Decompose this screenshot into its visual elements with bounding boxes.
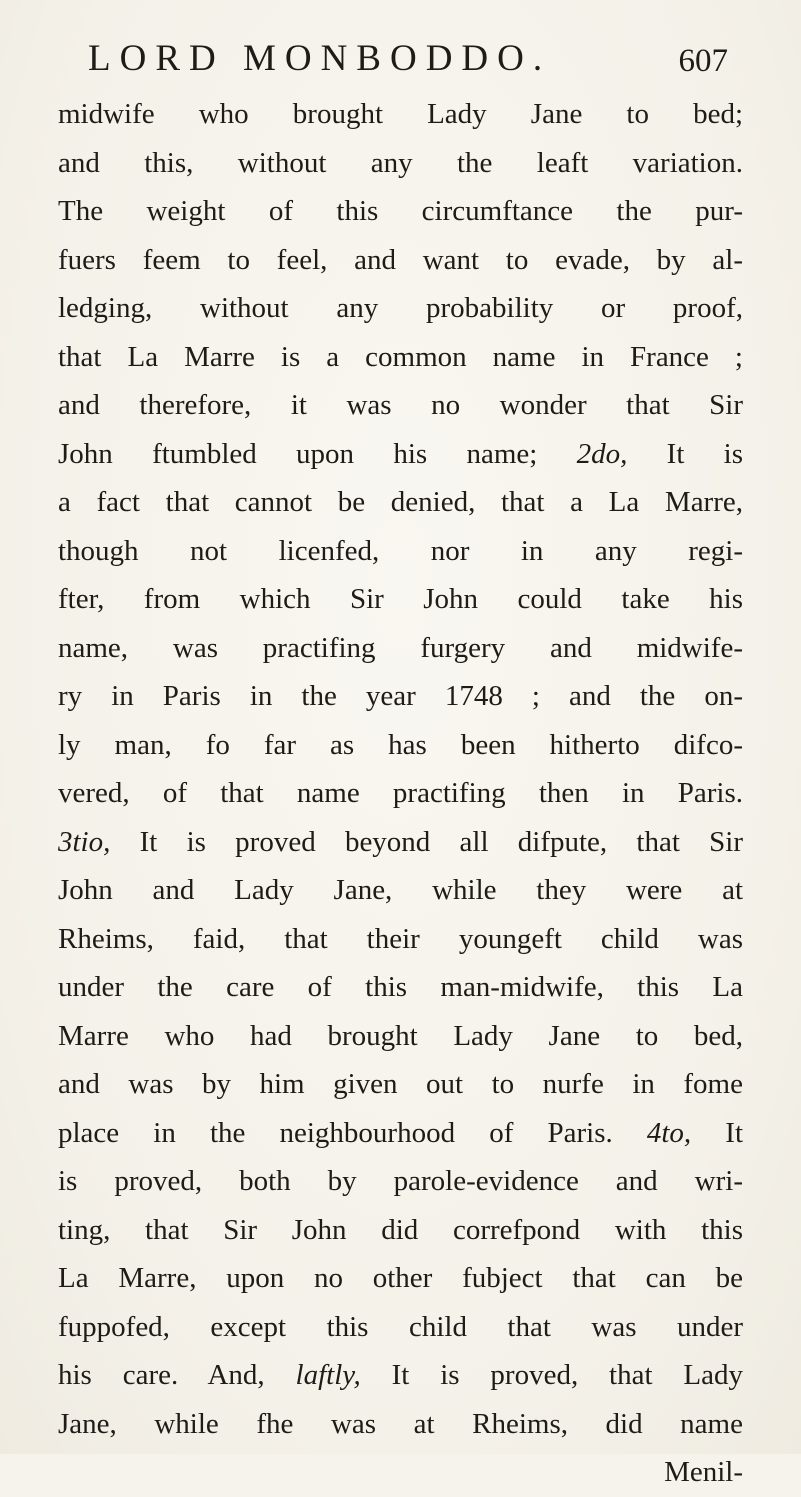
text-line: is proved, both by parole-evidence and wri-: [58, 1165, 743, 1197]
page-header: [88, 34, 728, 84]
text-line: Rheims, faid, that their youngeft child was: [58, 922, 743, 955]
italic-term: 3tio,: [58, 825, 111, 858]
text-line: though not licenfed, nor in any regi-: [58, 534, 743, 567]
text-line: Jane, while fhe was at Rheims, did name: [58, 1407, 743, 1440]
text-line: midwife who brought Lady Jane to bed;: [58, 98, 743, 130]
text-segment: It: [691, 1116, 744, 1149]
text-line: La Marre, upon no other fubject that can be: [58, 1262, 743, 1294]
text-segment: place in the neighbourhood of Paris.: [58, 1116, 647, 1149]
text-line: fter, from which Sir John could take his: [58, 583, 743, 615]
italic-term: laftly,: [295, 1359, 361, 1391]
italic-term: 4to,: [646, 1116, 692, 1149]
text-line: [58, 1351, 743, 1400]
text-line: [58, 818, 743, 867]
text-segment: It is proved beyond all difpute, that Sir: [110, 825, 743, 858]
text-segment: It is proved, that Lady: [360, 1359, 743, 1391]
text-line: a fact that cannot be denied, that a La Marre,: [58, 486, 743, 518]
text-line: that La Marre is a common name in France ;: [58, 340, 743, 373]
text-line: The weight of this circumftance the pur-: [58, 195, 743, 227]
text-segment: John ftumbled upon his name;: [58, 437, 577, 470]
text-line: ledging, without any probability or proof,: [58, 292, 743, 324]
text-line: name, was practifing furgery and midwife-: [58, 631, 743, 664]
text-line: fuers feem to feel, and want to evade, by al-: [58, 243, 743, 276]
text-line: John and Lady Jane, while they were at: [58, 874, 743, 906]
body-text: [58, 90, 743, 1497]
text-line: [58, 430, 743, 479]
text-line: and this, without any the leaft variation.: [58, 146, 743, 179]
text-line: ry in Paris in the year 1748 ; and the on-: [58, 680, 743, 712]
running-head: LORD MONBODDO.: [88, 38, 552, 79]
text-line: under the care of this man-midwife, this La: [58, 971, 743, 1003]
text-line: Marre who had brought Lady Jane to bed,: [58, 1019, 743, 1052]
text-segment: his care. And,: [58, 1359, 296, 1391]
italic-term: 2do,: [576, 437, 628, 470]
text-line: ly man, fo far as has been hitherto difco-: [58, 728, 743, 761]
text-segment: It is: [627, 437, 744, 470]
text-line: [58, 1109, 743, 1158]
text-line: fuppofed, except this child that was under: [58, 1310, 743, 1343]
text-line: ting, that Sir John did correfpond with this: [58, 1213, 743, 1246]
text-line: and therefore, it was no wonder that Sir: [58, 389, 743, 421]
page-number: 607: [678, 43, 728, 79]
text-line: vered, of that name practifing then in Paris.: [58, 777, 743, 809]
text-line: Menil-: [664, 1456, 743, 1488]
text-line: and was by him given out to nurfe in fome: [58, 1068, 743, 1100]
